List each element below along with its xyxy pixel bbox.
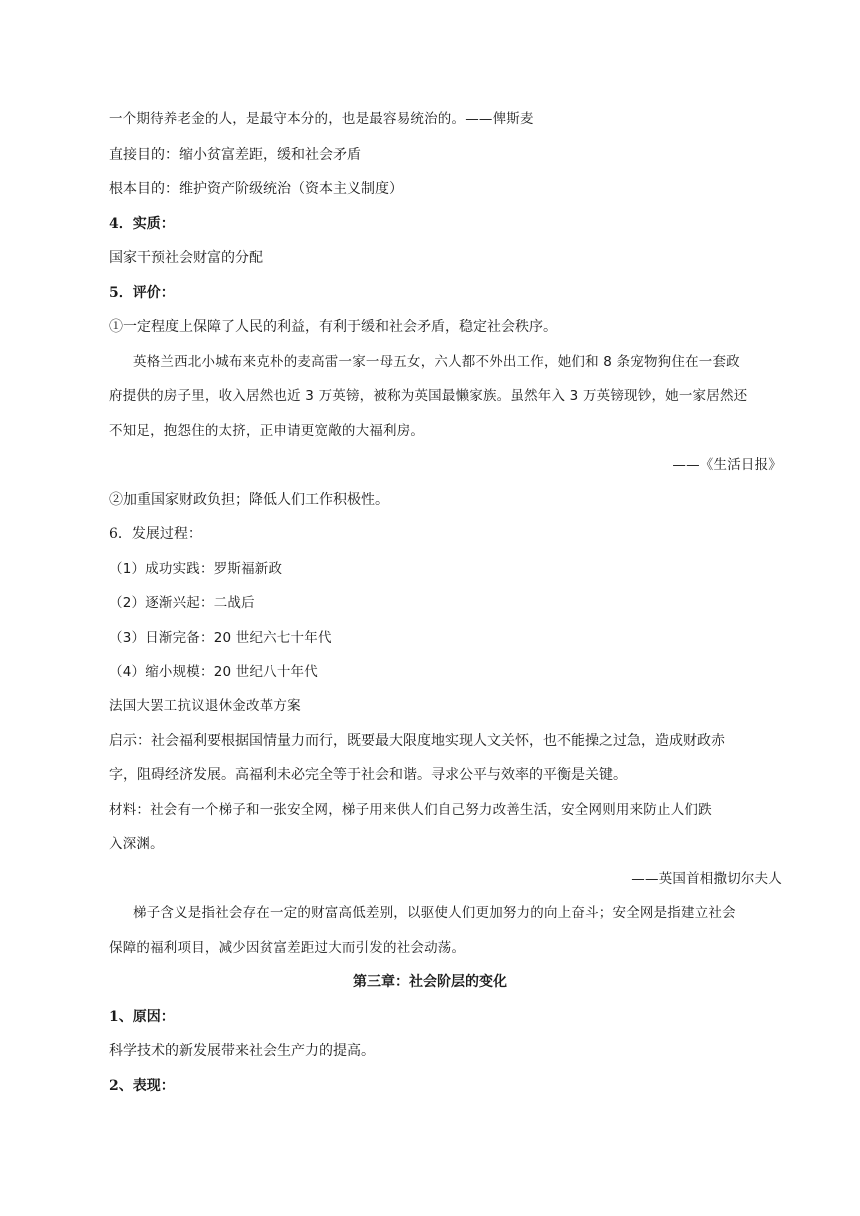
source-thatcher: ——英国首相撒切尔夫人 — [631, 871, 782, 887]
source-life-daily: ——《生活日报》 — [672, 457, 782, 473]
story-line-3: 不知足，抱怨住的太挤，正申请更宽敞的大福利房。 — [109, 423, 425, 439]
evaluation-point-2: ②加重国家财政负担；降低人们工作积极性。 — [109, 492, 389, 508]
ladder-explanation-2: 保障的福利项目，减少因贫富差距过大而引发的社会动荡。 — [109, 940, 466, 956]
heading-development: 6．发展过程： — [109, 526, 202, 542]
stage-3: （3）日渐完备：20 世纪六七十年代 — [109, 630, 332, 646]
stage-4: （4）缩小规模：20 世纪八十年代 — [109, 664, 318, 680]
direct-purpose: 直接目的：缩小贫富差距，缓和社会矛盾 — [109, 147, 361, 163]
evaluation-point-1: ①一定程度上保障了人民的利益，有利于缓和社会矛盾，稳定社会秩序。 — [109, 319, 557, 335]
ladder-explanation-1: 梯子含义是指社会存在一定的财富高低差别，以驱使人们更加努力的向上奋斗；安全网是指建立社会 — [133, 905, 736, 921]
heading-manifestation: 2、表现： — [109, 1078, 175, 1094]
insight-line-2: 字，阻碍经济发展。高福利未必完全等于社会和谐。寻求公平与效率的平衡是关键。 — [109, 767, 627, 783]
material-line-2: 入深渊。 — [109, 836, 164, 852]
story-line-1: 英格兰西北小城布来克朴的麦高雷一家一母五女，六人都不外出工作，她们和 8 条宠物狗住在一套政 — [133, 354, 740, 370]
france-strike-caption: 法国大罢工抗议退休金改革方案 — [109, 698, 301, 714]
fundamental-purpose: 根本目的：维护资产阶级统治（资本主义制度） — [109, 181, 403, 197]
heading-cause: 1、原因： — [109, 1009, 175, 1025]
essence-text: 国家干预社会财富的分配 — [109, 250, 263, 266]
heading-essence: 4．实质： — [109, 216, 175, 232]
insight-line-1: 启示：社会福利要根据国情量力而行，既要最大限度地实现人文关怀，也不能操之过急，造成财政赤 — [109, 733, 725, 749]
story-line-2: 府提供的房子里，收入居然也近 3 万英镑，被称为英国最懒家族。虽然年入 3 万英镑现钞，她一家居然还 — [109, 388, 748, 404]
quote-bismarck: 一个期待养老金的人，是最守本分的，也是最容易统治的。——俾斯麦 — [109, 111, 534, 127]
cause-text: 科学技术的新发展带来社会生产力的提高。 — [109, 1043, 375, 1059]
chapter-three-title: 第三章：社会阶层的变化 — [353, 974, 507, 990]
stage-2: （2）逐渐兴起：二战后 — [109, 595, 255, 611]
stage-1: （1）成功实践：罗斯福新政 — [109, 561, 283, 577]
material-line-1: 材料：社会有一个梯子和一张安全网，梯子用来供人们自己努力改善生活，安全网则用来防止人们跌 — [109, 802, 712, 818]
heading-evaluation: 5．评价： — [109, 285, 175, 301]
